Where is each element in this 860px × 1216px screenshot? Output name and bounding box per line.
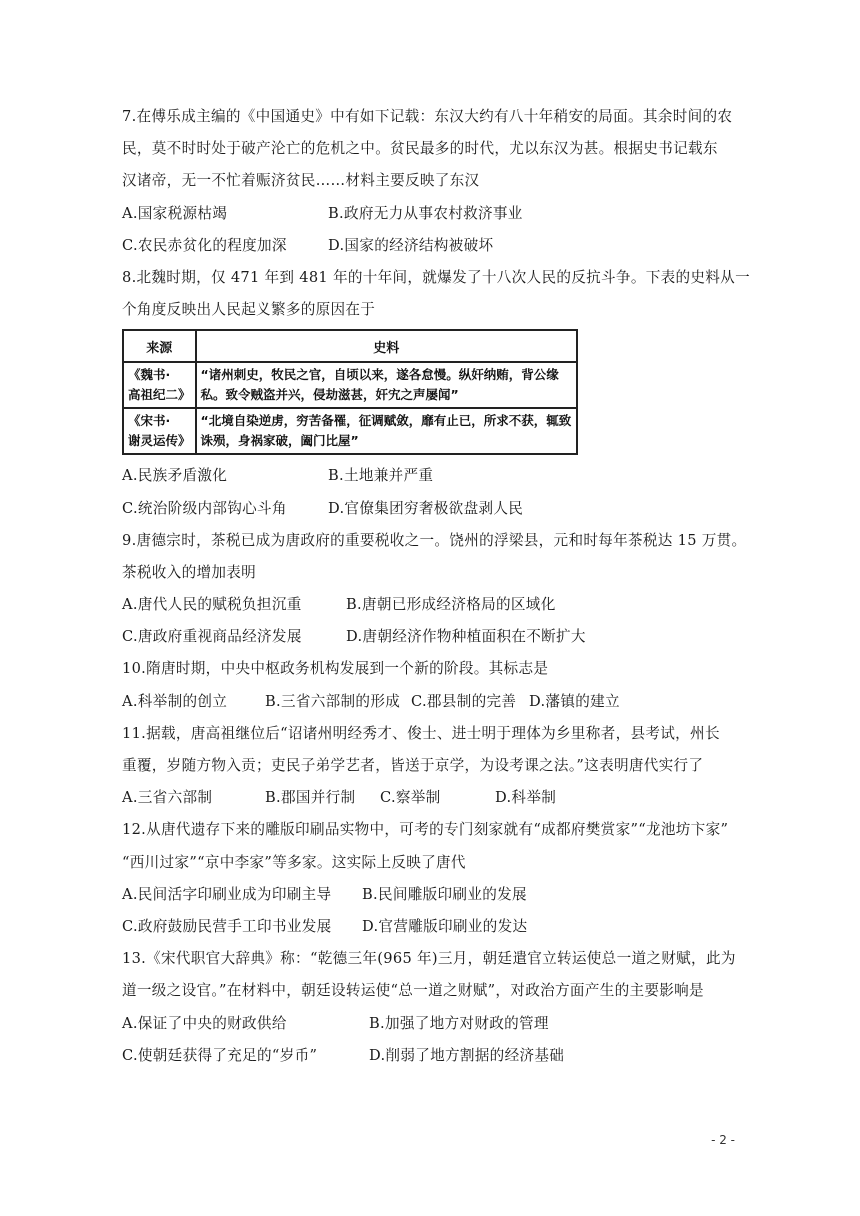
source-table-wrapper — [122, 329, 738, 455]
question-10-option-c: C.郡县制的完善 — [411, 692, 517, 710]
question-11 — [122, 725, 738, 807]
question-11-line-2: 重覆，岁随方物入贡；吏民子弟学艺者，皆送于京学，为设考课之法。”这表明唐代实行了 — [122, 757, 704, 774]
question-8-option-d: D.官僚集团穷奢极欲盘剥人民 — [328, 499, 524, 517]
question-7 — [122, 108, 738, 255]
question-12-line-1: 12.从唐代遗存下来的雕版印刷品实物中，可考的专门刻家就有“成都府樊赏家”“龙池坊卞家” — [122, 821, 729, 839]
question-9-option-d: D.唐朝经济作物种植面积在不断扩大 — [346, 628, 586, 646]
question-7-option-d: D.国家的经济结构被破坏 — [328, 236, 494, 254]
question-10-option-d: D.藩镇的建立 — [529, 692, 620, 710]
question-11-option-c: C.察举制 — [380, 789, 441, 807]
question-8-options-row-2 — [122, 500, 738, 518]
row-source — [123, 362, 196, 408]
source-table-header — [123, 330, 577, 362]
question-13-options-row-2 — [122, 1047, 738, 1065]
row-material: “诸州刺史，牧民之官，自顷以来，遂各怠慢。纵奸纳贿，背公缘私。致令贼盗并兴，侵劫滋甚，奸宄之声屡闻” — [196, 362, 577, 408]
source-line: 《魏书· — [128, 367, 171, 383]
question-8 — [122, 268, 750, 518]
question-12-option-c: C.政府鼓励民营手工印书业发展 — [122, 917, 332, 935]
question-13-option-c: C.使朝廷获得了充足的“岁币” — [122, 1046, 318, 1064]
question-13-line-2: 道一级之设官。”在材料中，朝廷设转运使“总一道之财赋”，对政治方面产生的主要影响是 — [122, 982, 704, 1000]
row-source — [123, 408, 196, 454]
question-10-line-1: 10.隋唐时期，中央中枢政务机构发展到一个新的阶段。其标志是 — [122, 660, 549, 678]
question-9-options-row-1 — [122, 596, 738, 614]
source-line: 《宋书· — [128, 413, 171, 429]
question-8-option-b: B.土地兼并严重 — [328, 467, 434, 485]
question-12-line-2: “西川过家”“京中李家”等多家。这实际上反映了唐代 — [122, 853, 466, 871]
material-header: 史料 — [196, 330, 577, 362]
page-number: - 2 - — [711, 1133, 735, 1147]
source-table — [122, 329, 578, 455]
question-12-option-b: B.民间雕版印刷业的发展 — [362, 885, 527, 903]
question-list — [122, 108, 750, 1079]
question-10-options — [122, 693, 738, 711]
question-10-option-a: A.科举制的创立 — [122, 692, 228, 710]
question-9-option-a: A.唐代人民的赋税负担沉重 — [122, 596, 302, 614]
question-13-option-b: B.加强了地方对财政的管理 — [369, 1014, 549, 1032]
question-9-option-b: B.唐朝已形成经济格局的区域化 — [346, 596, 556, 614]
question-12 — [122, 821, 738, 936]
question-11-line-1: 11.据载，唐高祖继位后“诏诸州明经秀才、俊士、进士明于理体为乡里称者，县考试，州长 — [122, 724, 720, 742]
question-10 — [122, 660, 738, 710]
source-line: 谢灵运传》 — [128, 433, 191, 449]
question-7-line-1: 7.在傅乐成主编的《中国通史》中有如下记载：东汉大约有八十年稍安的局面。其余时间的农 — [122, 108, 733, 125]
question-8-line-1: 8.北魏时期，仅 471 年到 481 年的十年间，就爆发了十八次人民的反抗斗争。下表的史料从一 — [122, 268, 750, 286]
question-7-option-c: C.农民赤贫化的程度加深 — [122, 236, 287, 254]
question-7-line-3: 汉诸帝，无一不忙着赈济贫民……材料主要反映了东汉 — [122, 172, 480, 190]
question-9-options-row-2 — [122, 628, 738, 646]
question-12-options-row-2 — [122, 918, 738, 936]
source-line: 高祖纪二》 — [128, 387, 191, 403]
question-13-option-d: D.削弱了地方割据的经济基础 — [369, 1046, 565, 1064]
question-7-options-row-1 — [122, 205, 738, 223]
source-header: 来源 — [123, 330, 196, 362]
question-9 — [122, 531, 747, 647]
question-9-option-c: C.唐政府重视商品经济发展 — [122, 628, 302, 646]
question-8-line-2: 个角度反映出人民起义繁多的原因在于 — [122, 301, 376, 319]
question-12-option-d: D.官营雕版印刷业的发达 — [362, 917, 528, 935]
table-row — [123, 362, 577, 408]
question-9-line-1: 9.唐德宗时，茶税已成为唐政府的重要税收之一。饶州的浮梁县，元和时每年茶税达 15 万贯。 — [122, 531, 747, 549]
table-row — [123, 408, 577, 454]
question-12-option-a: A.民间活字印刷业成为印刷主导 — [122, 885, 332, 903]
row-material: “北境自染逆虏，穷苦备罹，征调赋敛，靡有止已，所求不获，辄致诛殒，身祸家破，阖门比屋” — [196, 408, 577, 454]
question-13-option-a: A.保证了中央的财政供给 — [122, 1014, 287, 1032]
question-10-option-b: B.三省六部制的形成 — [265, 692, 401, 710]
question-12-options-row-1 — [122, 886, 738, 904]
question-13 — [122, 950, 738, 1065]
question-8-option-c: C.统治阶级内部钩心斗角 — [122, 499, 287, 517]
question-11-option-b: B.郡国并行制 — [265, 789, 356, 807]
question-7-option-a: A.国家税源枯竭 — [122, 204, 228, 222]
question-11-option-a: A.三省六部制 — [122, 789, 213, 807]
question-7-options-row-2 — [122, 237, 738, 255]
question-11-options — [122, 789, 738, 807]
question-13-line-1: 13.《宋代职官大辞典》称：“乾德三年(965 年)三月，朝廷遣官立转运使总一道之财赋，此为 — [122, 950, 736, 968]
question-9-line-2: 茶税收入的增加表明 — [122, 563, 257, 581]
question-7-option-b: B.政府无力从事农村救济事业 — [328, 204, 523, 222]
question-8-option-a: A.民族矛盾激化 — [122, 467, 228, 485]
question-11-option-d: D.科举制 — [495, 789, 557, 807]
question-13-options-row-1 — [122, 1015, 738, 1033]
question-8-options-row-1 — [122, 467, 738, 485]
question-7-line-2: 民，莫不时时处于破产沦亡的危机之中。贫民最多的时代，尤以东汉为甚。根据史书记载东 — [122, 140, 718, 158]
